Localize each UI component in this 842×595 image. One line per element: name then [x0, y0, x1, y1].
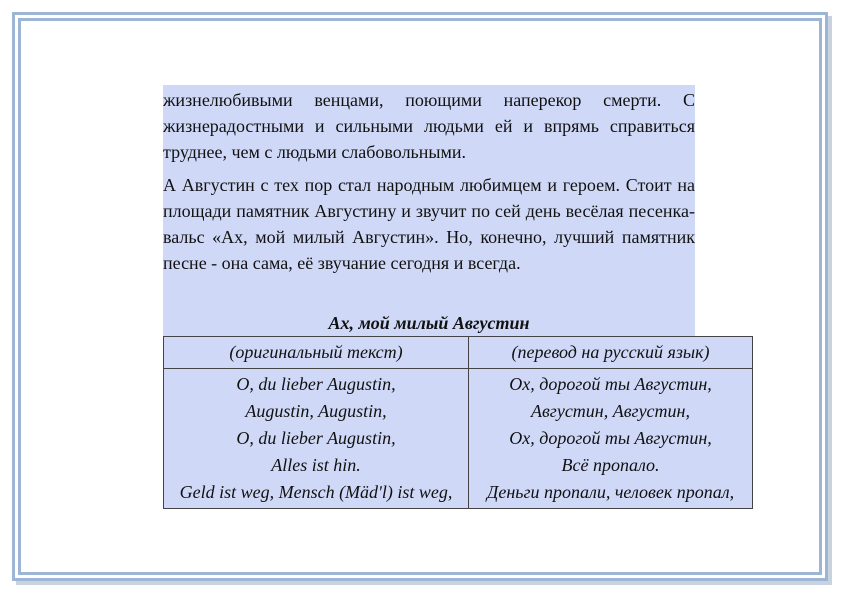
frame-shadow-bottom: [16, 581, 832, 585]
translation-line: Деньги пропали, человек пропал,: [486, 482, 735, 502]
translation-line: Ох, дорогой ты Августин,: [509, 374, 712, 394]
original-line: Augustin, Augustin,: [245, 401, 387, 421]
original-line: Alles ist hin.: [271, 455, 361, 475]
paragraph-1: жизнелюбивыми венцами, поющими наперекор смерти. С жизнерадостными и сильными людьми ей и впрямь справиться труднее, чем с людьми слабовольными.: [163, 90, 695, 162]
table-header-row: [164, 337, 753, 369]
original-line: Geld ist weg, Mensch (Mädʹl) ist weg,: [179, 482, 453, 502]
translation-line: Всё пропало.: [561, 455, 660, 475]
translation-line: Ох, дорогой ты Августин,: [509, 428, 712, 448]
original-line: O, du lieber Augustin,: [236, 374, 396, 394]
table-row: [164, 369, 753, 509]
original-line: O, du lieber Augustin,: [236, 428, 396, 448]
frame-shadow-right: [828, 16, 832, 585]
header-translation: (перевод на русский язык): [469, 337, 753, 369]
paragraph-2: А Августин с тех пор стал народным любимцем и героем. Стоит на площади памятник Августину и звучит по сей день весёлая песенка-вальс «Ах, мой милый Августин». Но, конечно, лучший памятник песне - она сама, её звучание сегодня и всегда.: [163, 175, 695, 273]
lyrics-table: [163, 336, 753, 509]
translation-lyrics-cell: [469, 369, 753, 509]
song-title: Ах, мой милый Августин: [328, 313, 530, 333]
header-original: (оригинальный текст): [164, 337, 469, 369]
original-lyrics-cell: [164, 369, 469, 509]
translation-line: Августин, Августин,: [531, 401, 690, 421]
